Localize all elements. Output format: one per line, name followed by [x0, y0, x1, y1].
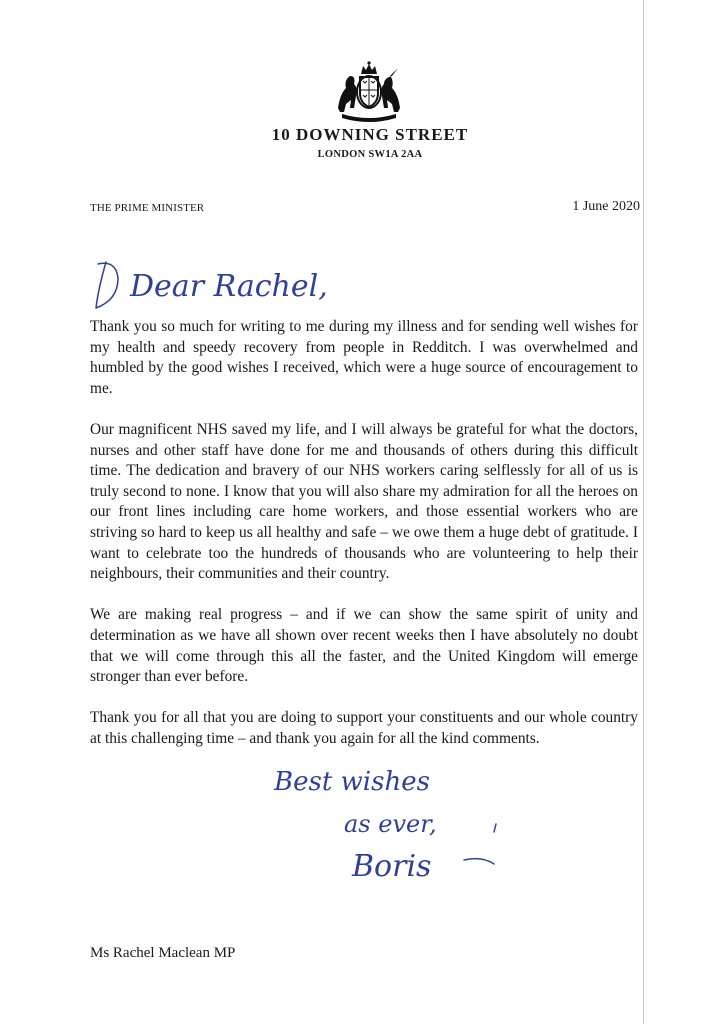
signature-flourish: [464, 859, 494, 864]
signature: Boris: [352, 849, 432, 884]
recipient-name: Ms Rachel Maclean MP: [90, 945, 236, 961]
handwritten-salutation: [88, 250, 378, 320]
paragraph-3: We are making real progress – and if we can show the same spirit of unity and determination as we have all shown over recent weeks then I have absolutely no doubt that we will come through this all the faster, and the United Kingdom will emerge stronger than ever before.: [90, 606, 638, 686]
closing-line-2: as ever,: [344, 810, 437, 838]
salutation-text: Dear Rachel,: [130, 269, 328, 304]
sender-title: THE PRIME MINISTER: [90, 202, 205, 214]
closing-text: Best wishes: [274, 767, 430, 797]
royal-coat-of-arms-icon: [332, 60, 406, 122]
letter-date: 1 June 2020: [572, 199, 640, 214]
address-name: 10 DOWNING STREET: [271, 125, 469, 144]
letter-body: [90, 317, 638, 770]
handwritten-signoff: [268, 760, 508, 890]
paragraph-1: Thank you so much for writing to me during my illness and for sending well wishes for my health and speedy recovery from people in Redditch. I was overwhelmed and humbled by the good wishes I received, which were a huge source of encouragement to me.: [90, 318, 638, 397]
paragraph-2: Our magnificent NHS saved my life, and I will always be grateful for what the doctors, nurses and other staff have done for me and thousands of others during this difficult time. The dedication and bravery of our NHS workers caring selflessly for all of us is truly second to none. I know that you will also share my admiration for all the heroes on our front lines including care home workers, and those essential workers who are striving so hard to keep us all healthy and safe – we owe them a huge debt of gratitude. I want to celebrate too the hundreds of thousands who are volunteering to help their neighbours, their communities and their country.: [90, 420, 638, 583]
address-line: LONDON SW1A 2AA: [317, 149, 423, 160]
paragraph-4: Thank you for all that you are doing to support your constituents and our whole country at this challenging time – and thank you again for all the kind comments.: [90, 709, 638, 747]
ink-mark: [494, 824, 496, 832]
